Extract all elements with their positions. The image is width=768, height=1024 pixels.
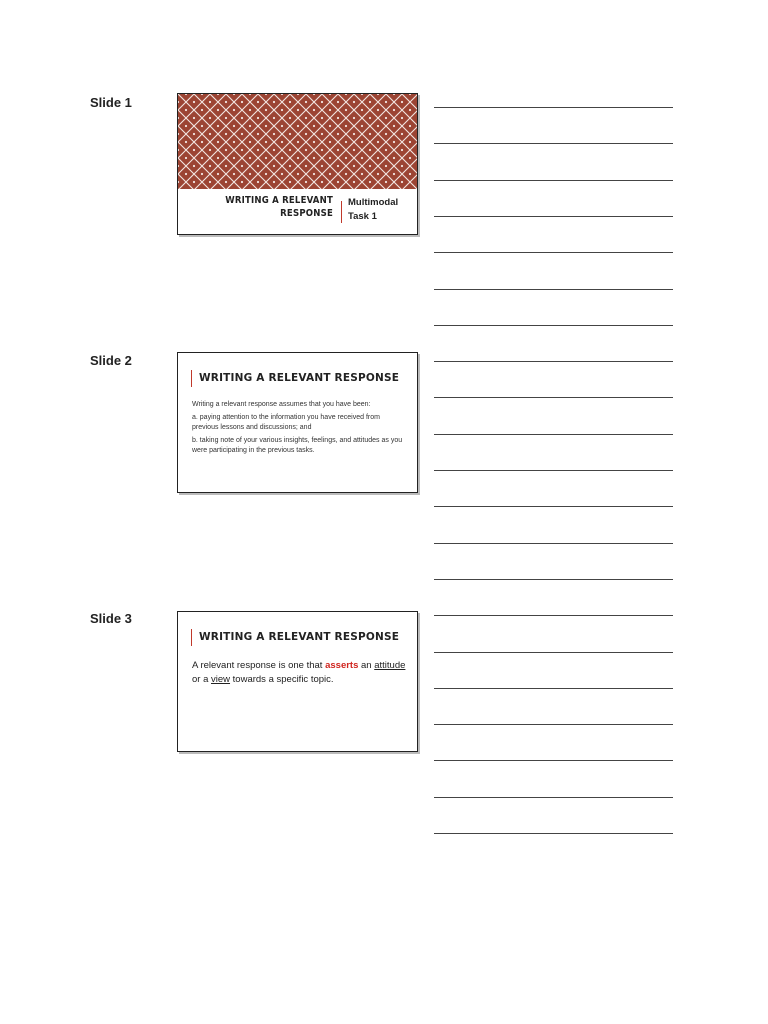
note-line	[434, 289, 673, 290]
slide-1-title-line-1: WRITING A RELEVANT	[225, 195, 333, 206]
highlight-asserts: asserts	[325, 660, 359, 671]
slide-1-subtitle-line-1: Multimodal	[348, 197, 399, 208]
note-line	[434, 180, 673, 181]
note-line	[434, 688, 673, 689]
note-line	[434, 470, 673, 471]
slide-2-body	[192, 400, 404, 459]
note-line	[434, 724, 673, 725]
slide-3-thumbnail	[177, 611, 418, 752]
slide-3-text: an	[358, 660, 375, 671]
note-line	[434, 361, 673, 362]
slide-2-heading-bar	[191, 370, 192, 387]
note-line	[434, 107, 673, 108]
underlined-attitude: attitude	[374, 660, 406, 671]
slide-3-text: towards a specific topic.	[230, 673, 334, 685]
slide-3-heading: WRITING A RELEVANT RESPONSE	[199, 631, 400, 643]
note-line	[434, 216, 673, 217]
slide-3-body	[192, 659, 412, 686]
slide-2-paragraph: a. paying attention to the information you have received from previous lessons and discussions; and	[192, 414, 380, 431]
slide-1-subtitle-line-2: Task 1	[348, 211, 377, 222]
lattice-pattern	[178, 94, 418, 189]
note-line	[434, 397, 673, 398]
slide-2-heading: WRITING A RELEVANT RESPONSE	[199, 372, 400, 384]
note-line	[434, 760, 673, 761]
slide-3-text: A relevant response is one that	[192, 660, 326, 671]
note-line	[434, 252, 673, 253]
slide-1-title	[193, 194, 333, 220]
note-line	[434, 652, 673, 653]
slide-3-text: or a	[192, 673, 212, 685]
note-line	[434, 797, 673, 798]
slide-1-title-line-2: RESPONSE	[280, 208, 333, 219]
slide-1-subtitle	[348, 196, 418, 224]
note-line	[434, 615, 673, 616]
note-line	[434, 543, 673, 544]
slide-2-thumbnail	[177, 352, 418, 493]
note-line	[434, 434, 673, 435]
underlined-view: view	[211, 673, 231, 685]
slide-1-label: Slide 1	[90, 95, 132, 110]
slide-2-paragraph: b. taking note of your various insights, feelings, and attitudes as you were participating in the previous tasks.	[192, 437, 403, 454]
note-line	[434, 143, 673, 144]
note-line	[434, 506, 673, 507]
note-line	[434, 833, 673, 834]
slide-2-label: Slide 2	[90, 353, 132, 368]
slide-1-divider	[341, 201, 342, 223]
slide-1-thumbnail	[177, 93, 418, 235]
slide-3-label: Slide 3	[90, 611, 132, 626]
slide-3-heading-bar	[191, 629, 192, 646]
slide-2-paragraph: Writing a relevant response assumes that you have been:	[192, 401, 371, 408]
title-pattern-banner	[178, 94, 417, 189]
note-line	[434, 325, 673, 326]
note-line	[434, 579, 673, 580]
